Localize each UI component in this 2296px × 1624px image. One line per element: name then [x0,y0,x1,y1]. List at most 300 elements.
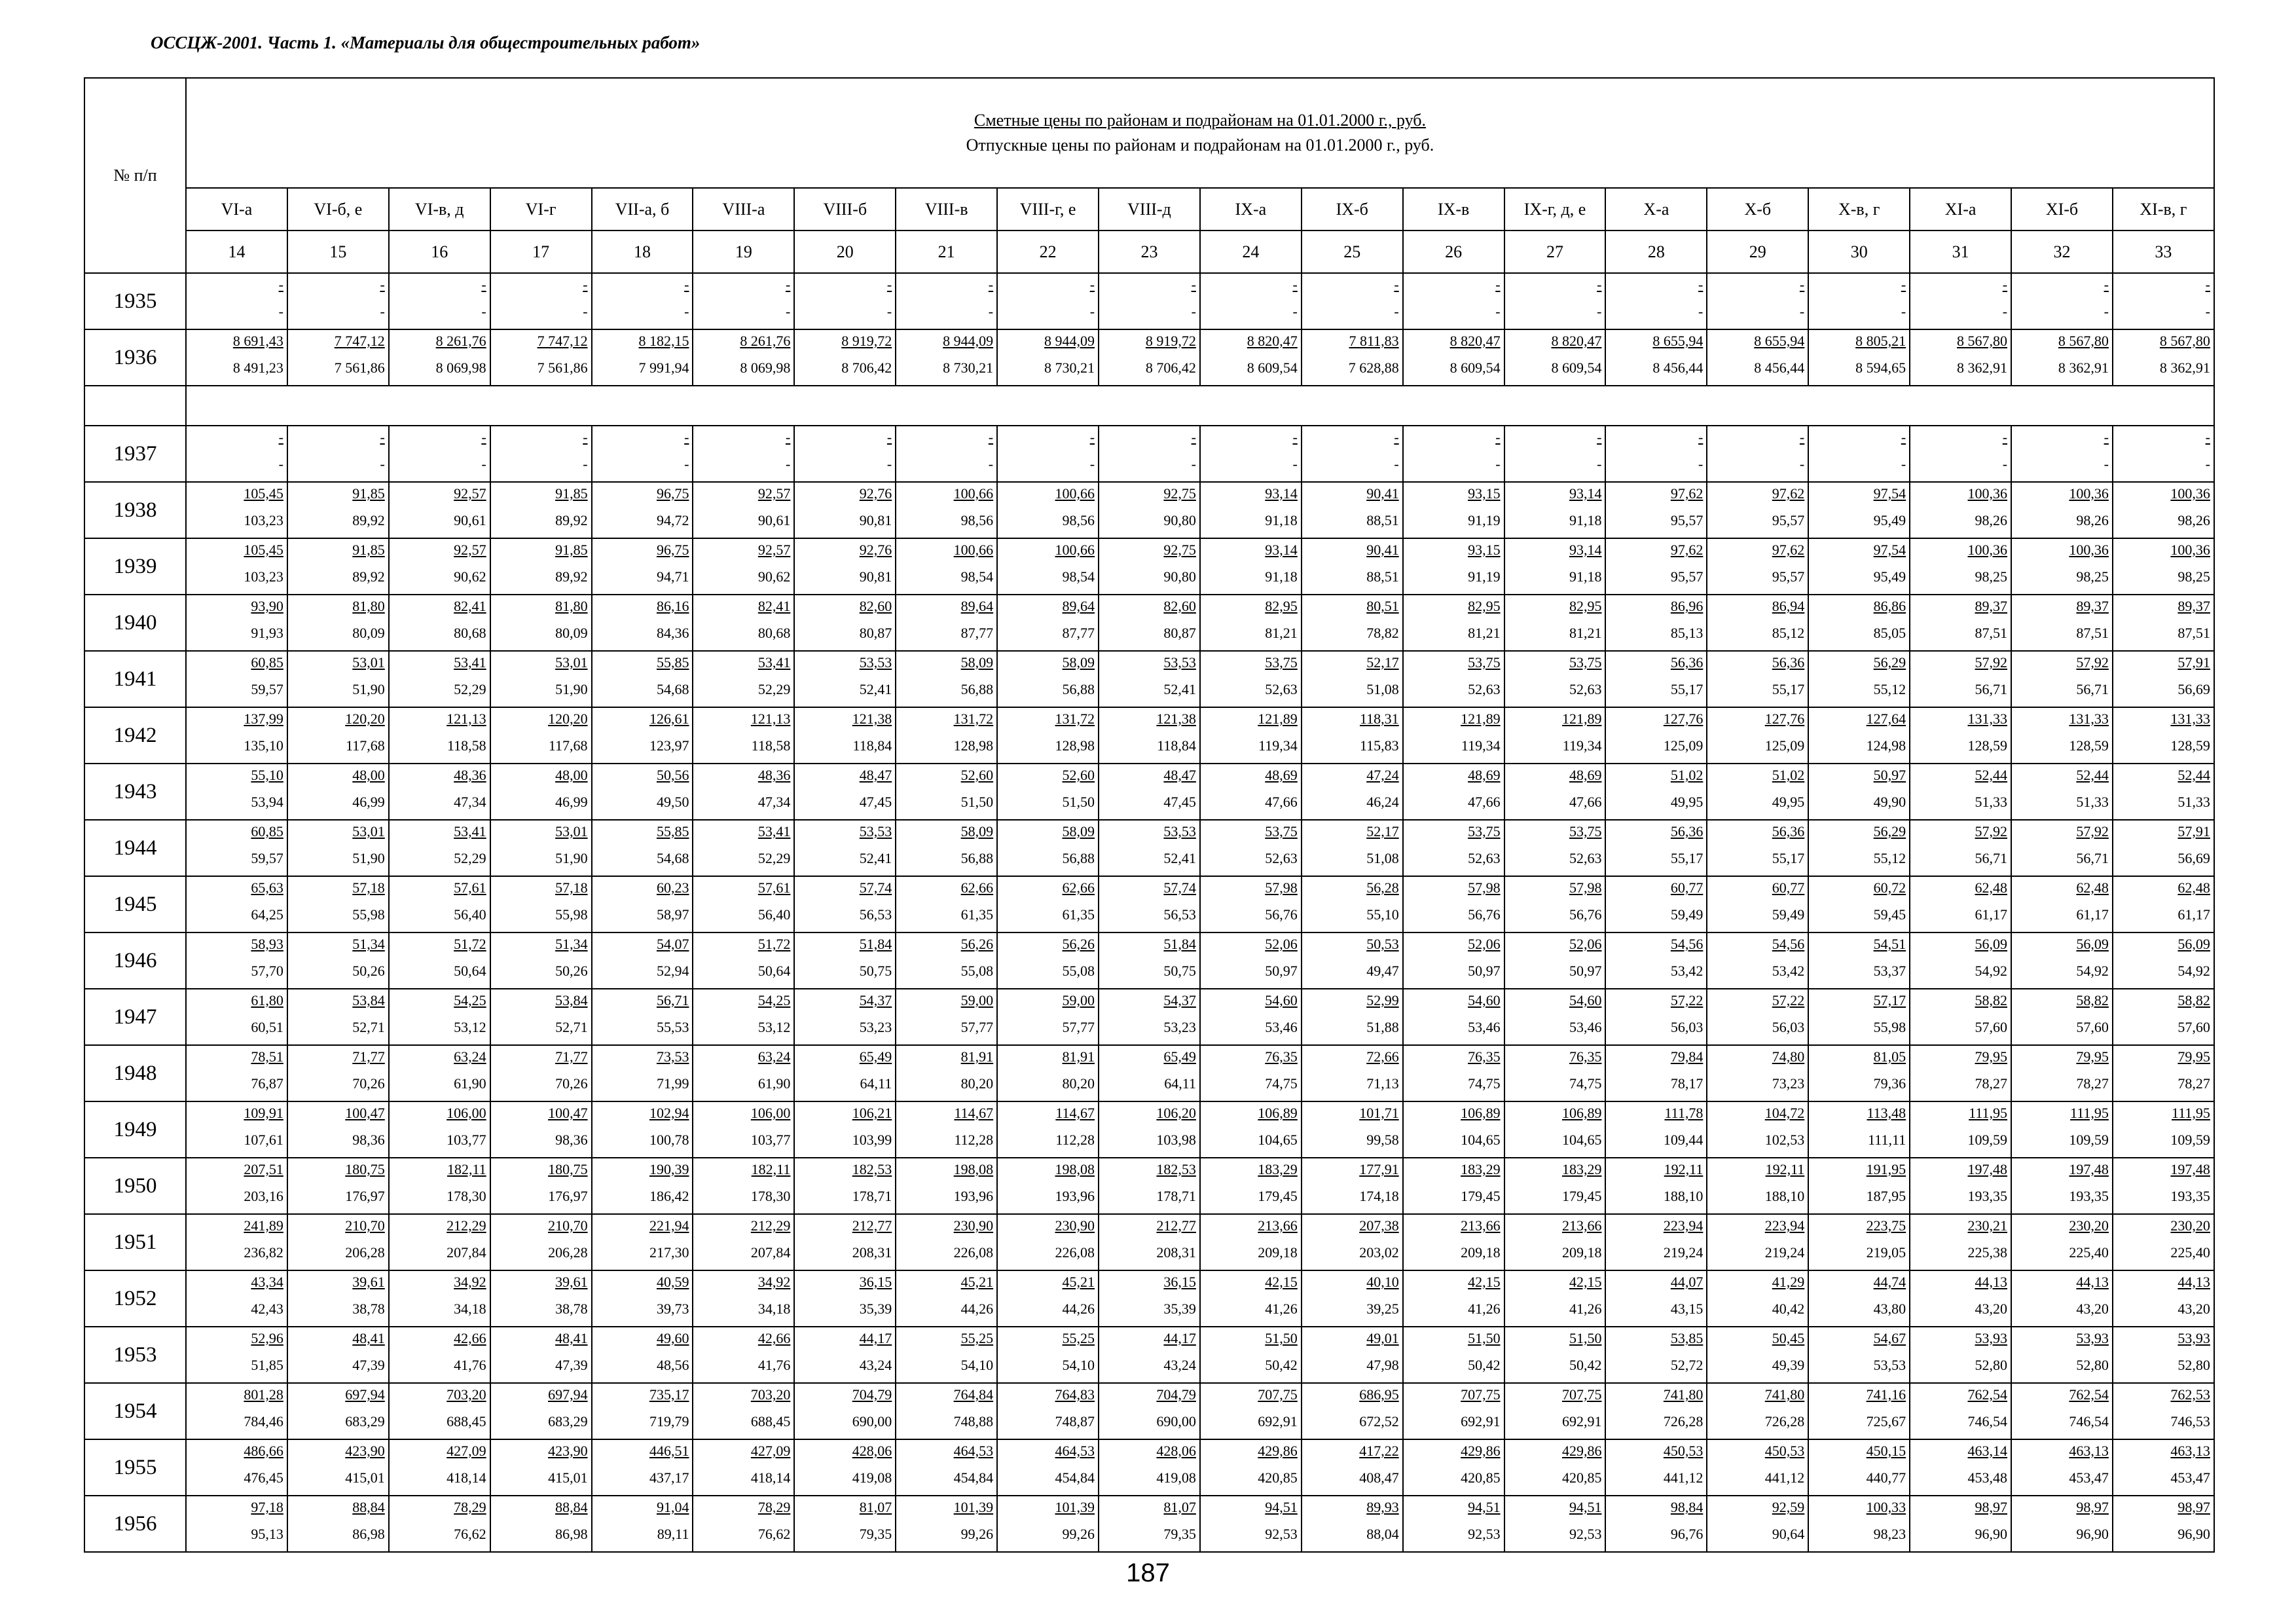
column-header: VI-б, е [287,188,389,231]
row-code: 1952 [84,1270,186,1327]
row-code: 1956 [84,1496,186,1552]
price-cell [1403,876,1504,932]
release-price: 52,41 [1163,681,1196,697]
release-price: 209,18 [1561,1244,1602,1261]
estimate-price: 53,41 [757,654,791,671]
estimate-price: 94,51 [1265,1499,1298,1515]
release-price: 746,54 [2069,1413,2109,1430]
release-price: 52,63 [1468,850,1501,866]
release-price: 454,84 [1055,1469,1095,1486]
estimate-price: 78,51 [251,1048,283,1065]
price-cell [1099,1045,1200,1101]
price-cell [1302,538,1403,595]
release-price: 51,90 [555,681,588,697]
price-cell [896,820,997,876]
estimate-price: 51,02 [1772,767,1805,783]
release-price: 51,50 [1062,794,1095,810]
price-cell [896,1439,997,1496]
estimate-price: - [2205,276,2210,293]
price-cell [1403,1496,1504,1552]
price-cell [1403,1101,1504,1158]
release-price: 95,57 [1670,568,1704,585]
price-cell [1200,1383,1302,1439]
estimate-price: 131,72 [953,710,994,727]
estimate-price: 93,14 [1569,485,1602,502]
estimate-price: 61,80 [251,992,283,1008]
release-price: 203,02 [1359,1244,1399,1261]
price-cell [2011,273,2113,329]
estimate-price: 89,37 [2178,598,2210,614]
price-cell [490,1101,592,1158]
table-row [84,1214,2214,1270]
price-cell [1707,1214,1808,1270]
release-price: 56,76 [1468,906,1501,923]
estimate-price: 81,07 [859,1499,892,1515]
release-price: - [1292,303,1298,320]
price-cell [1707,273,1808,329]
price-cell [389,595,490,651]
price-cell [2113,876,2214,932]
release-price: 748,88 [953,1413,994,1430]
estimate-price: - [583,429,588,445]
estimate-price: 62,48 [2076,879,2109,896]
price-cell [1504,707,1606,764]
release-price: - [1394,456,1399,472]
release-price: 52,41 [1163,850,1196,866]
release-price: 80,09 [555,625,588,641]
estimate-price: 79,95 [1975,1048,2008,1065]
estimate-price: 58,93 [251,936,283,952]
release-price: 208,31 [1156,1244,1196,1261]
price-cell [1099,1439,1200,1496]
estimate-price: 52,99 [1366,992,1399,1008]
release-price: 193,35 [2170,1188,2210,1204]
release-price: 119,34 [1461,737,1501,754]
release-price: 46,99 [555,794,588,810]
price-cell [490,1496,592,1552]
estimate-price: 113,48 [1867,1105,1906,1121]
release-price: 55,08 [1062,963,1095,979]
release-price: 43,24 [1163,1357,1196,1373]
price-cell [2113,707,2214,764]
price-cell [389,1383,490,1439]
column-header: XI-а [1910,188,2011,231]
release-price: 102,53 [1764,1132,1805,1148]
release-price: 43,20 [1975,1301,2008,1317]
price-cell [997,820,1099,876]
release-price: 98,26 [2178,512,2210,528]
estimate-price: 48,00 [555,767,588,783]
release-price: 49,95 [1772,794,1805,810]
estimate-price: 34,92 [757,1274,791,1290]
estimate-price: 223,94 [1663,1217,1704,1234]
price-cell [896,1270,997,1327]
price-table [84,77,2215,1553]
release-price: - [1597,456,1602,472]
price-cell [1707,1158,1808,1214]
release-price: 7 561,86 [537,360,588,376]
estimate-price: 42,15 [1468,1274,1501,1290]
price-cell [186,1158,287,1214]
price-cell [490,1158,592,1214]
estimate-price: 45,21 [1062,1274,1095,1290]
price-cell [1302,876,1403,932]
column-number: 15 [287,231,389,273]
price-cell [186,1214,287,1270]
price-cell [1302,1270,1403,1327]
estimate-price: 106,89 [1461,1105,1501,1121]
estimate-price: 53,41 [454,823,486,840]
release-price: 61,35 [1062,906,1095,923]
price-cell [1403,595,1504,651]
estimate-price: 93,15 [1468,542,1501,558]
estimate-price: 53,84 [352,992,385,1008]
price-cell [1605,1045,1707,1101]
release-price: 672,52 [1359,1413,1399,1430]
price-cell [389,932,490,989]
estimate-price: 44,74 [1873,1274,1906,1290]
estimate-price: 52,44 [1975,767,2008,783]
estimate-price: 60,85 [251,823,283,840]
release-price: 206,28 [548,1244,588,1261]
release-price: 178,71 [852,1188,892,1204]
estimate-price: 90,41 [1366,485,1399,502]
price-cell [896,876,997,932]
price-cell [1200,876,1302,932]
release-price: - [1799,456,1805,472]
price-cell [592,1383,693,1439]
release-price: 208,31 [852,1244,892,1261]
estimate-price: - [583,276,588,293]
estimate-price: 464,53 [1055,1443,1095,1459]
estimate-price: 686,95 [1359,1386,1399,1403]
release-price: 56,53 [859,906,892,923]
page-number: 187 [1126,1559,1170,1587]
release-price: 50,64 [757,963,791,979]
release-price: 226,08 [1055,1244,1095,1261]
estimate-price: 47,24 [1366,767,1399,783]
estimate-price: 230,20 [2069,1217,2109,1234]
release-price: - [1089,456,1095,472]
price-cell [1099,876,1200,932]
release-price: 53,37 [1873,963,1906,979]
estimate-price: 51,02 [1670,767,1704,783]
estimate-price: 86,16 [656,598,689,614]
price-cell [2113,1045,2214,1101]
estimate-price: 53,75 [1265,654,1298,671]
estimate-price: 50,53 [1366,936,1399,952]
column-number: 21 [896,231,997,273]
table-row [84,764,2214,820]
price-cell [186,1101,287,1158]
price-cell [1605,1270,1707,1327]
estimate-price: 429,86 [1561,1443,1602,1459]
price-cell [1099,1270,1200,1327]
estimate-price: 463,14 [1967,1443,2008,1459]
price-cell [1200,707,1302,764]
estimate-price: 106,00 [446,1105,486,1121]
estimate-price: 707,75 [1461,1386,1501,1403]
release-price: 454,84 [953,1469,994,1486]
estimate-price: 73,53 [656,1048,689,1065]
release-price: 103,23 [244,512,283,528]
release-price: 51,08 [1366,681,1399,697]
price-cell [1910,1383,2011,1439]
estimate-price: 58,09 [1062,654,1095,671]
estimate-price: 53,53 [859,654,892,671]
release-price: 55,10 [1366,906,1399,923]
release-price: 44,26 [960,1301,994,1317]
release-price: - [278,456,283,472]
price-cell [997,1045,1099,1101]
estimate-price: 91,85 [555,485,588,502]
release-price: 186,42 [649,1188,689,1204]
release-price: 81,21 [1265,625,1298,641]
price-cell [693,595,794,651]
estimate-price: 57,92 [1975,654,2008,671]
column-number-row [84,231,2214,273]
release-price: 100,78 [649,1132,689,1148]
price-cell [794,707,896,764]
price-cell [794,932,896,989]
row-code: 1935 [84,273,186,329]
release-price: 90,62 [757,568,791,585]
price-cell [997,1327,1099,1383]
price-cell [389,1158,490,1214]
release-price: 52,71 [555,1019,588,1035]
table-row [84,1496,2214,1552]
price-cell [1605,595,1707,651]
release-price: 85,13 [1670,625,1704,641]
price-cell [389,820,490,876]
release-price: 420,85 [1561,1469,1602,1486]
price-cell [287,1214,389,1270]
price-cell [186,764,287,820]
price-cell [1302,595,1403,651]
column-number: 31 [1910,231,2011,273]
release-price: 59,57 [251,850,283,866]
release-price: 109,59 [2069,1132,2109,1148]
release-price: 79,35 [859,1526,892,1542]
release-price: 59,57 [251,681,283,697]
estimate-price: 8 655,94 [1754,333,1805,349]
price-cell [1707,482,1808,538]
release-price: 61,17 [2178,906,2210,923]
price-cell [1808,1045,1910,1101]
release-price: 225,40 [2170,1244,2210,1261]
estimate-price: 100,33 [1866,1499,1906,1515]
estimate-price: 56,29 [1873,823,1906,840]
release-price: - [1495,303,1501,320]
release-price: 78,27 [2076,1075,2109,1092]
price-cell [2113,595,2214,651]
price-cell [186,989,287,1045]
price-cell [1200,329,1302,386]
price-cell [1403,538,1504,595]
estimate-price: 180,75 [345,1161,385,1177]
estimate-price: 90,41 [1366,542,1399,558]
price-cell [2011,651,2113,707]
estimate-price: 57,92 [2076,654,2109,671]
column-number: 24 [1200,231,1302,273]
price-cell [1099,1158,1200,1214]
estimate-price: 53,85 [1670,1330,1704,1346]
row-code: 1938 [84,482,186,538]
estimate-price: 72,66 [1366,1048,1399,1065]
estimate-price: 98,84 [1670,1499,1704,1515]
price-cell [186,482,287,538]
price-cell [1403,1045,1504,1101]
estimate-price: 198,08 [1055,1161,1095,1177]
release-price: 90,62 [454,568,486,585]
price-cell [186,932,287,989]
release-price: 109,59 [2170,1132,2210,1148]
price-cell [1910,989,2011,1045]
estimate-price: 105,45 [244,485,283,502]
price-cell [1200,426,1302,482]
release-price: 135,10 [244,737,283,754]
estimate-price: 464,53 [953,1443,994,1459]
price-cell [794,1327,896,1383]
price-cell [794,1439,896,1496]
price-cell [287,329,389,386]
price-cell [2011,1496,2113,1552]
release-price: 50,75 [1163,963,1196,979]
estimate-price: 126,61 [649,710,689,727]
estimate-price: 762,54 [1967,1386,2008,1403]
estimate-price: - [2205,429,2210,445]
row-code: 1941 [84,651,186,707]
price-cell [1910,820,2011,876]
release-price: 47,66 [1569,794,1602,810]
row-code: 1949 [84,1101,186,1158]
estimate-price: 446,51 [649,1443,689,1459]
release-price: 53,42 [1772,963,1805,979]
price-cell [1504,273,1606,329]
estimate-price: 8 261,76 [740,333,791,349]
price-cell [1910,1327,2011,1383]
estimate-price: - [2002,429,2008,445]
release-price: 51,90 [555,850,588,866]
price-cell [1200,1158,1302,1214]
price-cell [490,1270,592,1327]
price-cell [1910,707,2011,764]
row-code: 1954 [84,1383,186,1439]
release-price: 52,63 [1468,681,1501,697]
estimate-price: - [786,429,791,445]
release-price: 89,11 [657,1526,689,1542]
release-price: 176,97 [345,1188,385,1204]
release-price: 59,45 [1873,906,1906,923]
estimate-price: 8 820,47 [1449,333,1501,349]
price-cell [997,876,1099,932]
estimate-price: 100,66 [1055,542,1095,558]
release-price: 57,77 [960,1019,994,1035]
estimate-price: 106,00 [750,1105,791,1121]
estimate-price: 53,41 [454,654,486,671]
price-cell [1099,1496,1200,1552]
release-price: 43,24 [859,1357,892,1373]
release-price: 50,97 [1468,963,1501,979]
release-price: 128,59 [2170,737,2210,754]
release-price: 54,92 [2178,963,2210,979]
release-price: 70,26 [555,1075,588,1092]
table-row [84,273,2214,329]
row-code: 1940 [84,595,186,651]
price-cell [1200,595,1302,651]
release-price: 219,24 [1764,1244,1805,1261]
price-cell [1504,1045,1606,1101]
release-price: 419,08 [1156,1469,1196,1486]
price-cell [592,273,693,329]
price-cell [997,932,1099,989]
release-price: 188,10 [1764,1188,1805,1204]
price-cell [794,989,896,1045]
release-price: 128,98 [953,737,994,754]
estimate-price: 44,07 [1670,1274,1704,1290]
column-number: 33 [2113,231,2214,273]
release-price: 107,61 [244,1132,283,1148]
release-price: 89,92 [352,512,385,528]
row-code: 1947 [84,989,186,1045]
estimate-price: 92,75 [1163,542,1196,558]
release-price: 78,17 [1670,1075,1704,1092]
release-price: 193,35 [2069,1188,2109,1204]
estimate-price: 57,17 [1873,992,1906,1008]
price-cell [287,820,389,876]
price-cell [997,1270,1099,1327]
estimate-price: 463,13 [2069,1443,2109,1459]
price-cell [1403,273,1504,329]
release-price: 8 491,23 [232,360,283,376]
column-header: X-б [1707,188,1808,231]
release-price: 219,05 [1866,1244,1906,1261]
estimate-price: 57,74 [859,879,892,896]
release-price: 39,25 [1366,1301,1399,1317]
price-cell [1099,1327,1200,1383]
estimate-price: 78,29 [757,1499,791,1515]
price-cell [896,651,997,707]
release-price: 49,50 [656,794,689,810]
estimate-price: 52,44 [2178,767,2210,783]
estimate-price: 81,91 [960,1048,994,1065]
price-cell [1707,707,1808,764]
price-cell [1605,1439,1707,1496]
price-cell [1808,932,1910,989]
price-cell [896,989,997,1045]
estimate-price: 131,33 [2069,710,2109,727]
estimate-price: - [1089,429,1095,445]
estimate-price: 212,29 [446,1217,486,1234]
estimate-price: - [684,276,689,293]
price-cell [1302,1327,1403,1383]
price-cell [693,876,794,932]
price-cell [896,273,997,329]
price-cell [186,651,287,707]
estimate-price: 111,95 [2172,1105,2210,1121]
estimate-price: 53,84 [555,992,588,1008]
release-price: 74,75 [1468,1075,1501,1092]
release-price: 57,60 [2076,1019,2109,1035]
release-price: 53,12 [757,1019,791,1035]
release-price: 50,75 [859,963,892,979]
estimate-price: 97,62 [1772,485,1805,502]
price-cell [896,764,997,820]
price-cell [1910,538,2011,595]
price-cell [287,1101,389,1158]
release-price: - [684,303,689,320]
price-cell [287,273,389,329]
